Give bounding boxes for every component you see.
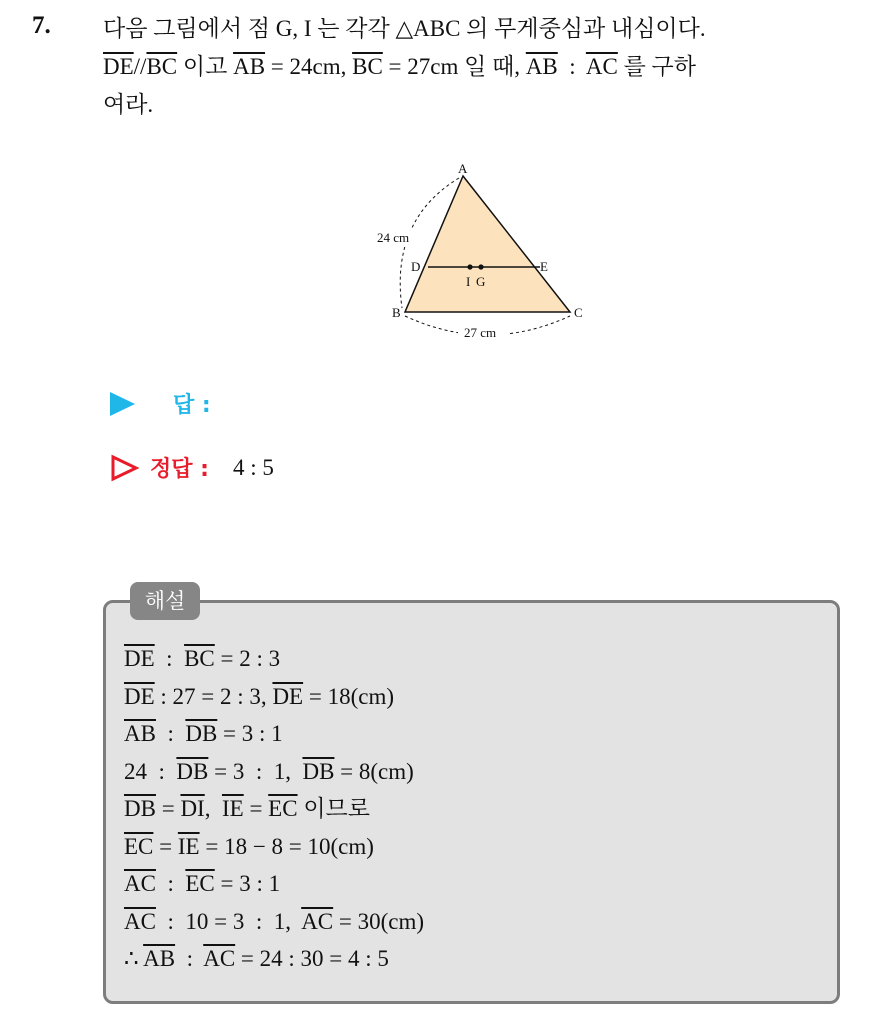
question-text-part: = 24cm, xyxy=(265,54,353,79)
solution-line xyxy=(124,678,424,716)
segment-name: $\overline{AB}$ xyxy=(124,721,156,746)
solution-text: : 10 = 3 : 1, xyxy=(155,908,302,934)
question-line-3: 여라. xyxy=(103,92,154,117)
solution-text: = 2 : 3 xyxy=(214,646,281,671)
label-bc-length: 27 cm xyxy=(464,325,497,340)
solution-text: : xyxy=(154,646,185,671)
solution-line xyxy=(124,753,424,791)
segment-name: $\overline{AC}$ xyxy=(203,946,236,971)
segment-name: $\overline{AB}$ xyxy=(143,946,176,971)
label-e: E xyxy=(540,259,548,274)
solution-line xyxy=(124,715,424,753)
question-line-1: 다음 그림에서 점 G, I 는 각각 △ABC 의 무게중심과 내심이다. xyxy=(103,16,706,41)
answer-label: 답 : xyxy=(173,393,211,418)
label-i: I xyxy=(466,274,471,289)
solution-line xyxy=(124,865,424,903)
label-g: G xyxy=(476,274,486,289)
solution-line xyxy=(124,940,424,978)
solution-text: , xyxy=(204,796,222,821)
segment-name: $\overline{AC}$ xyxy=(124,908,156,934)
solution-line xyxy=(124,640,424,678)
solution-lines xyxy=(124,640,424,978)
segment-ab: $\overline{AB}$ xyxy=(525,54,558,79)
solution-text: = 18 − 8 = 10(cm) xyxy=(199,833,374,859)
segment-name: $\overline{EC}$ xyxy=(124,833,154,859)
segment-name: $\overline{AC}$ xyxy=(301,908,334,934)
answer-row xyxy=(110,388,211,419)
solution-text: = 3 : 1 xyxy=(214,871,281,896)
segment-name: $\overline{DB}$ xyxy=(302,758,335,784)
question-text xyxy=(103,10,873,124)
segment-name: $\overline{DB}$ xyxy=(176,758,209,784)
parallel-symbol: // xyxy=(133,54,147,79)
solution-text: : xyxy=(155,871,186,896)
segment-name: $\overline{DE}$ xyxy=(272,683,304,709)
ratio-colon: : xyxy=(557,54,586,79)
segment-name: $\overline{IE}$ xyxy=(221,796,244,821)
question-line-2 xyxy=(103,48,873,86)
outline-arrow-icon xyxy=(110,454,140,482)
triangle-abc xyxy=(405,176,570,312)
solution-text: = xyxy=(243,796,269,821)
segment-name: $\overline{EC}$ xyxy=(268,796,298,821)
segment-name: $\overline{BC}$ xyxy=(184,646,215,671)
solution-text: : xyxy=(175,946,204,971)
solution-text: = 3 : 1 xyxy=(217,721,283,746)
solution-line xyxy=(124,828,424,866)
correct-answer-label: 정답 : xyxy=(150,457,209,482)
segment-de: $\overline{DE}$ xyxy=(103,54,134,79)
solution-text: = 3 : 1, xyxy=(208,758,303,784)
solution-line xyxy=(124,790,424,828)
label-a: A xyxy=(458,161,468,176)
solution-text: 이므로 xyxy=(297,796,370,821)
solution-text: = 24 : 30 = 4 : 5 xyxy=(235,946,389,971)
solution-text: = 18(cm) xyxy=(303,683,394,709)
solution-tag: 해설 xyxy=(130,582,200,620)
segment-name: $\overline{AC}$ xyxy=(124,871,156,896)
segment-bc: $\overline{BC}$ xyxy=(352,54,383,79)
correct-answer-row xyxy=(110,452,274,483)
label-d: D xyxy=(411,259,421,274)
segment-name: $\overline{DB}$ xyxy=(124,796,156,821)
correct-answer-value: 4 : 5 xyxy=(232,454,274,480)
point-g-dot xyxy=(478,264,483,269)
solution-text: = 30(cm) xyxy=(333,908,425,934)
solution-text: : xyxy=(155,721,186,746)
solution-text: 24 : xyxy=(124,758,177,784)
question-text-part: 를 구하 xyxy=(617,54,696,79)
segment-name: $\overline{DI}$ xyxy=(180,796,205,821)
point-i-dot xyxy=(467,264,472,269)
solution-text: = xyxy=(155,796,181,821)
question-text-part: = 27cm 일 때, xyxy=(382,54,526,79)
segment-name: $\overline{EC}$ xyxy=(185,871,215,896)
solution-text: = 8(cm) xyxy=(334,758,414,784)
label-b: B xyxy=(392,305,401,320)
play-arrow-icon xyxy=(110,392,135,416)
segment-name: $\overline{DE}$ xyxy=(124,646,155,671)
question-number: 7. xyxy=(32,12,51,39)
segment-ab: $\overline{AB}$ xyxy=(233,54,266,79)
label-c: C xyxy=(574,305,583,320)
segment-ac: $\overline{AC}$ xyxy=(585,54,618,79)
solution-line xyxy=(124,903,424,941)
solution-text: ∴ xyxy=(124,946,144,971)
label-ab-length: 24 cm xyxy=(377,230,410,245)
segment-name: $\overline{DE}$ xyxy=(124,683,155,709)
segment-bc: $\overline{BC}$ xyxy=(146,54,178,79)
solution-text: = xyxy=(153,833,178,859)
question-text-part: 이고 xyxy=(177,54,234,79)
segment-name: $\overline{IE}$ xyxy=(177,833,200,859)
segment-name: $\overline{DB}$ xyxy=(185,721,218,746)
solution-text: : 27 = 2 : 3, xyxy=(154,683,273,709)
triangle-figure xyxy=(360,160,600,350)
